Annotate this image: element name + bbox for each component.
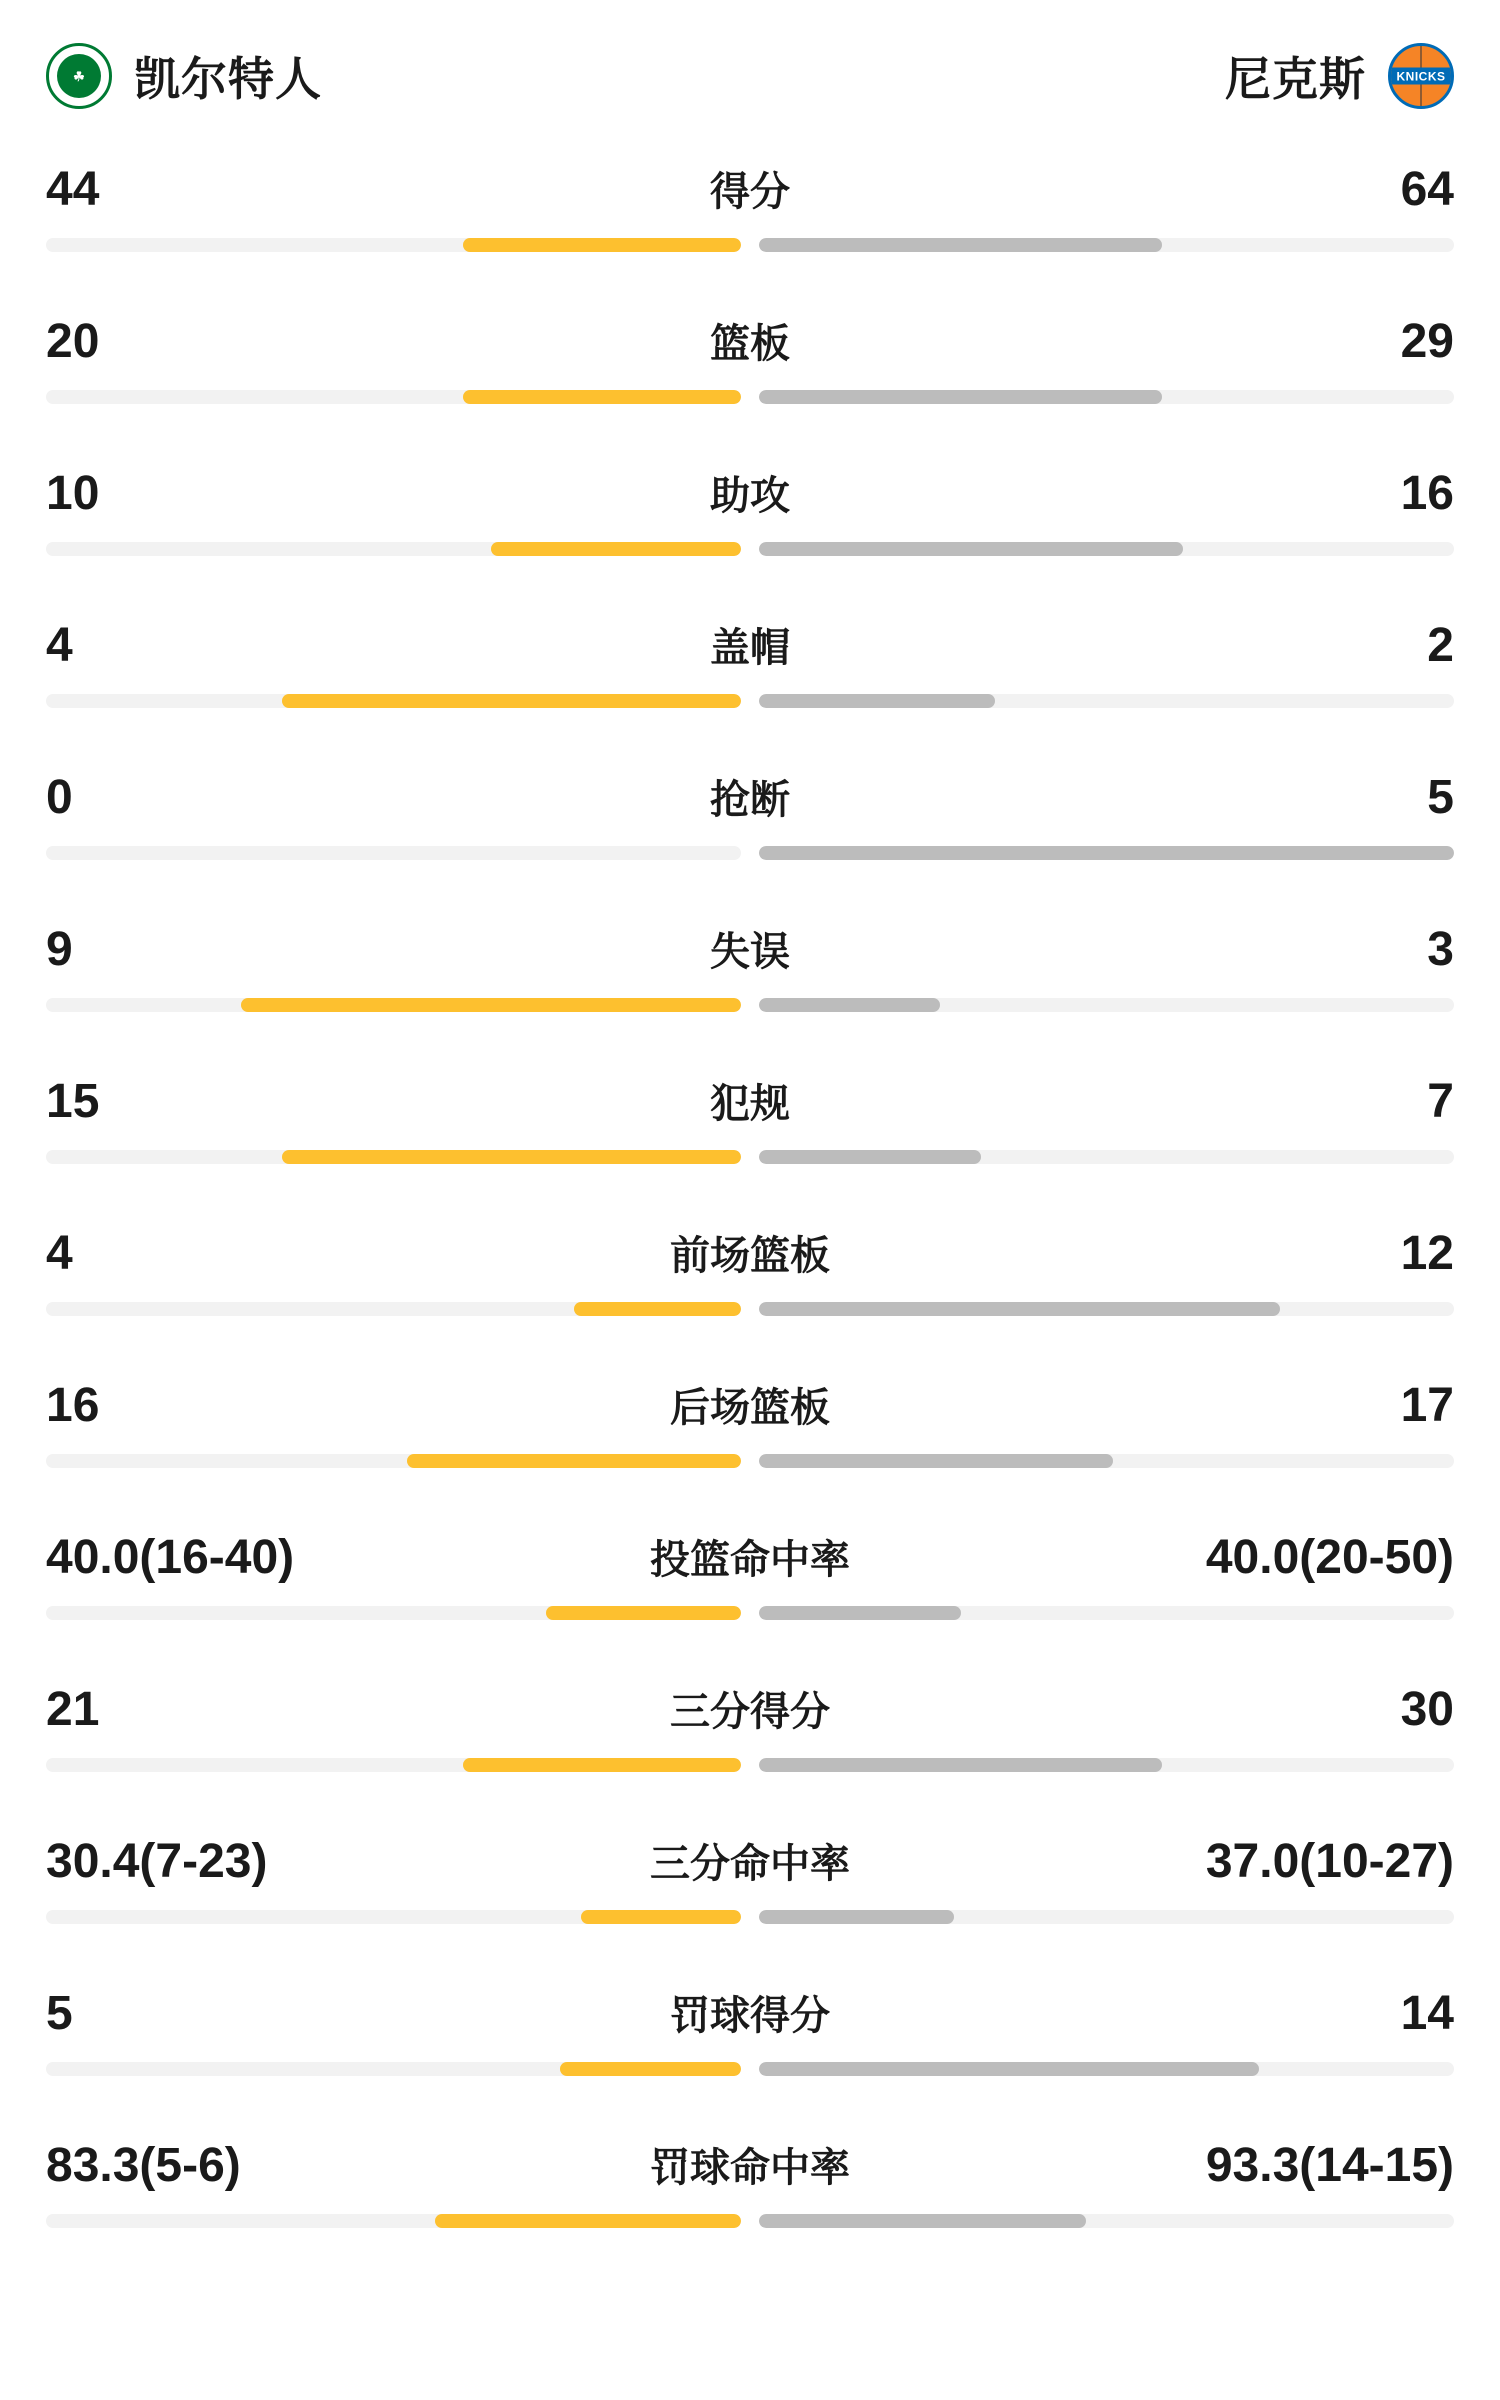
home-bar-fill bbox=[463, 1758, 741, 1772]
stat-row-values bbox=[46, 1984, 1454, 2048]
away-stat-value: 7 bbox=[1427, 1075, 1454, 1128]
home-stat-value: 21 bbox=[46, 1683, 100, 1736]
away-stat-value: 5 bbox=[1427, 771, 1454, 824]
matchup-header bbox=[46, 26, 1454, 126]
home-team-name: 凯尔特人 bbox=[134, 53, 322, 105]
home-bar-track bbox=[46, 1454, 741, 1468]
away-bar-fill bbox=[759, 542, 1183, 556]
away-bar-track bbox=[759, 998, 1454, 1012]
stat-bars bbox=[46, 1454, 1454, 1468]
home-bar-fill bbox=[435, 2214, 741, 2228]
stat-row-values bbox=[46, 616, 1454, 680]
home-bar-track bbox=[46, 1302, 741, 1316]
stat-label: 投篮命中率 bbox=[650, 1538, 850, 1582]
stat-bars bbox=[46, 390, 1454, 404]
away-bar-track bbox=[759, 1910, 1454, 1924]
away-stat-value: 37.0(10-27) bbox=[1205, 1835, 1454, 1888]
home-stat-value: 83.3(5-6) bbox=[46, 2139, 241, 2192]
celtics-logo-inner: ☘ bbox=[57, 54, 101, 98]
away-bar-fill bbox=[759, 2214, 1086, 2228]
stat-label: 前场篮板 bbox=[670, 1234, 830, 1278]
stat-bars bbox=[46, 2062, 1454, 2076]
away-bar-track bbox=[759, 1758, 1454, 1772]
stat-label: 抢断 bbox=[710, 778, 790, 822]
away-bar-fill bbox=[759, 1302, 1280, 1316]
home-bar-track bbox=[46, 238, 741, 252]
stat-label: 助攻 bbox=[710, 474, 790, 518]
home-bar-track bbox=[46, 2214, 741, 2228]
stat-row bbox=[46, 1054, 1454, 1206]
home-bar-fill bbox=[463, 390, 741, 404]
stat-bars bbox=[46, 998, 1454, 1012]
home-bar-fill bbox=[581, 1910, 741, 1924]
away-stat-value: 93.3(14-15) bbox=[1205, 2139, 1454, 2192]
away-stat-value: 2 bbox=[1427, 619, 1454, 672]
stat-bars bbox=[46, 238, 1454, 252]
stat-label: 失误 bbox=[710, 930, 790, 974]
stat-row bbox=[46, 1966, 1454, 2118]
stat-list bbox=[46, 142, 1454, 2270]
away-bar-fill bbox=[759, 694, 995, 708]
stat-bars bbox=[46, 1758, 1454, 1772]
away-stat-value: 64 bbox=[1400, 163, 1454, 216]
away-bar-track bbox=[759, 846, 1454, 860]
home-bar-fill bbox=[463, 238, 741, 252]
away-team-name: 尼克斯 bbox=[1225, 53, 1366, 105]
away-stat-value: 14 bbox=[1400, 1987, 1454, 2040]
home-bar-fill bbox=[282, 694, 741, 708]
away-stat-value: 17 bbox=[1400, 1379, 1454, 1432]
away-stat-value: 40.0(20-50) bbox=[1205, 1531, 1454, 1584]
stat-bars bbox=[46, 1302, 1454, 1316]
away-bar-track bbox=[759, 2062, 1454, 2076]
stat-label: 三分命中率 bbox=[650, 1842, 850, 1886]
home-stat-value: 4 bbox=[46, 619, 73, 672]
stat-row-values bbox=[46, 920, 1454, 984]
stat-bars bbox=[46, 1606, 1454, 1620]
away-bar-fill bbox=[759, 238, 1162, 252]
away-bar-fill bbox=[759, 998, 940, 1012]
away-bar-fill bbox=[759, 1758, 1162, 1772]
home-team bbox=[46, 43, 322, 109]
stat-row-values bbox=[46, 464, 1454, 528]
stat-row-values bbox=[46, 160, 1454, 224]
stat-row-values bbox=[46, 1680, 1454, 1744]
stat-row-values bbox=[46, 1832, 1454, 1896]
stat-label: 罚球得分 bbox=[670, 1994, 830, 2038]
away-stat-value: 29 bbox=[1400, 315, 1454, 368]
stat-bars bbox=[46, 1910, 1454, 1924]
home-bar-track bbox=[46, 694, 741, 708]
stat-row bbox=[46, 1358, 1454, 1510]
home-stat-value: 5 bbox=[46, 1987, 73, 2040]
away-bar-track bbox=[759, 1302, 1454, 1316]
home-bar-track bbox=[46, 542, 741, 556]
home-bar-fill bbox=[546, 1606, 741, 1620]
stat-bars bbox=[46, 846, 1454, 860]
celtics-logo-icon bbox=[46, 43, 112, 109]
home-bar-track bbox=[46, 2062, 741, 2076]
away-bar-fill bbox=[759, 1910, 954, 1924]
stat-row bbox=[46, 1662, 1454, 1814]
stat-row-values bbox=[46, 2136, 1454, 2200]
away-bar-track bbox=[759, 390, 1454, 404]
stat-row bbox=[46, 750, 1454, 902]
away-bar-fill bbox=[759, 846, 1454, 860]
stat-row bbox=[46, 446, 1454, 598]
home-bar-track bbox=[46, 998, 741, 1012]
away-stat-value: 12 bbox=[1400, 1227, 1454, 1280]
away-bar-fill bbox=[759, 1606, 961, 1620]
home-bar-track bbox=[46, 1910, 741, 1924]
stat-row-values bbox=[46, 312, 1454, 376]
stat-label: 罚球命中率 bbox=[650, 2146, 850, 2190]
home-bar-fill bbox=[560, 2062, 741, 2076]
home-stat-value: 0 bbox=[46, 771, 73, 824]
stat-row-values bbox=[46, 1376, 1454, 1440]
home-bar-fill bbox=[491, 542, 741, 556]
stat-label: 得分 bbox=[710, 170, 790, 214]
stat-row bbox=[46, 1206, 1454, 1358]
stat-row-values bbox=[46, 768, 1454, 832]
away-bar-track bbox=[759, 542, 1454, 556]
knicks-logo-icon bbox=[1388, 43, 1454, 109]
stat-label: 盖帽 bbox=[710, 626, 790, 670]
home-bar-track bbox=[46, 1606, 741, 1620]
away-bar-fill bbox=[759, 1150, 981, 1164]
stat-row-values bbox=[46, 1224, 1454, 1288]
home-stat-value: 40.0(16-40) bbox=[46, 1531, 295, 1584]
home-stat-value: 4 bbox=[46, 1227, 73, 1280]
stat-bars bbox=[46, 542, 1454, 556]
stat-label: 后场篮板 bbox=[670, 1386, 830, 1430]
away-stat-value: 3 bbox=[1427, 923, 1454, 976]
away-bar-track bbox=[759, 694, 1454, 708]
stat-bars bbox=[46, 694, 1454, 708]
away-bar-track bbox=[759, 238, 1454, 252]
home-stat-value: 16 bbox=[46, 1379, 100, 1432]
away-bar-track bbox=[759, 1150, 1454, 1164]
home-stat-value: 9 bbox=[46, 923, 73, 976]
away-bar-track bbox=[759, 2214, 1454, 2228]
home-bar-track bbox=[46, 1150, 741, 1164]
stat-label: 犯规 bbox=[710, 1082, 790, 1126]
home-bar-track bbox=[46, 846, 741, 860]
home-stat-value: 15 bbox=[46, 1075, 100, 1128]
away-bar-fill bbox=[759, 390, 1162, 404]
stat-bars bbox=[46, 1150, 1454, 1164]
home-bar-fill bbox=[407, 1454, 741, 1468]
away-stat-value: 30 bbox=[1400, 1683, 1454, 1736]
stat-row-values bbox=[46, 1072, 1454, 1136]
stat-row bbox=[46, 598, 1454, 750]
away-stat-value: 16 bbox=[1400, 467, 1454, 520]
home-stat-value: 10 bbox=[46, 467, 100, 520]
stat-bars bbox=[46, 2214, 1454, 2228]
stat-label: 三分得分 bbox=[670, 1690, 830, 1734]
away-team bbox=[1225, 43, 1454, 109]
stat-row-values bbox=[46, 1528, 1454, 1592]
away-bar-track bbox=[759, 1454, 1454, 1468]
knicks-logo-band: KNICKS bbox=[1391, 68, 1451, 85]
home-stat-value: 44 bbox=[46, 163, 100, 216]
stat-row bbox=[46, 1510, 1454, 1662]
away-bar-track bbox=[759, 1606, 1454, 1620]
away-bar-fill bbox=[759, 1454, 1113, 1468]
home-bar-fill bbox=[282, 1150, 741, 1164]
stat-row bbox=[46, 142, 1454, 294]
stat-label: 篮板 bbox=[710, 322, 790, 366]
away-bar-fill bbox=[759, 2062, 1259, 2076]
stat-row bbox=[46, 294, 1454, 446]
stat-row bbox=[46, 2118, 1454, 2270]
home-bar-fill bbox=[574, 1302, 741, 1316]
home-bar-track bbox=[46, 390, 741, 404]
home-stat-value: 20 bbox=[46, 315, 100, 368]
home-bar-fill bbox=[241, 998, 741, 1012]
stat-row bbox=[46, 1814, 1454, 1966]
home-stat-value: 30.4(7-23) bbox=[46, 1835, 268, 1888]
stat-row bbox=[46, 902, 1454, 1054]
home-bar-track bbox=[46, 1758, 741, 1772]
